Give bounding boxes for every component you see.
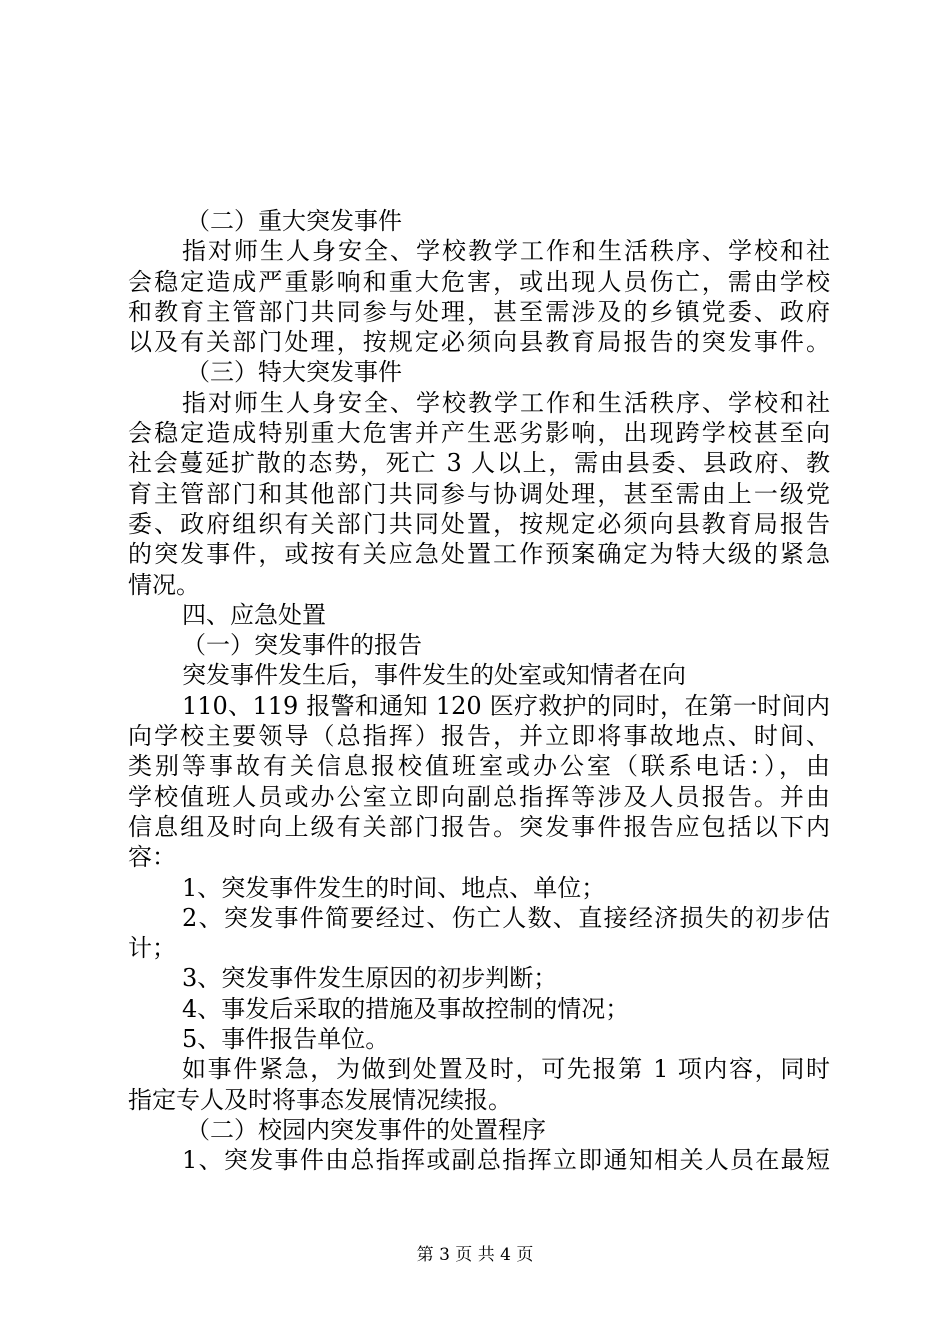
text-line: 信息组及时向上级有关部门报告。突发事件报告应包括以下内 xyxy=(128,812,830,841)
text-line: 2、突发事件简要经过、伤亡人数、直接经济损失的初步估 xyxy=(182,903,830,932)
text-line: （二）校园内突发事件的处置程序 xyxy=(186,1115,546,1144)
text-line: 育主管部门和其他部门共同参与协调处理，甚至需由上一级党 xyxy=(128,479,830,508)
text-line: 类别等事故有关信息报校值班室或办公室（联系电话：），由 xyxy=(128,752,830,781)
text-line: 容： xyxy=(128,843,176,872)
text-line: 会稳定造成严重影响和重大危害，或出现人员伤亡，需由学校 xyxy=(128,267,830,296)
text-line: 和教育主管部门共同参与处理，甚至需涉及的乡镇党委、政府 xyxy=(128,297,830,326)
text-line: 的突发事件，或按有关应急处置工作预案确定为特大级的紧急 xyxy=(128,540,830,569)
text-line: 如事件紧急，为做到处置及时，可先报第 1 项内容，同时 xyxy=(182,1055,830,1084)
text-line: 1、突发事件由总指挥或副总指挥立即通知相关人员在最短 xyxy=(182,1146,830,1175)
text-line: 3、突发事件发生原因的初步判断； xyxy=(182,964,558,993)
text-line: 情况。 xyxy=(128,570,200,599)
text-line: 向学校主要领导（总指挥）报告，并立即将事故地点、时间、 xyxy=(128,722,830,751)
text-line: 1、突发事件发生的时间、地点、单位； xyxy=(182,873,606,902)
text-line: 指定专人及时将事态发展情况续报。 xyxy=(128,1085,512,1114)
text-line: 突发事件发生后，事件发生的处室或知情者在向 xyxy=(182,661,686,690)
text-line: 学校值班人员或办公室立即向副总指挥等涉及人员报告。并由 xyxy=(128,782,830,811)
text-line: 委、政府组织有关部门共同处置，按规定必须向县教育局报告 xyxy=(128,509,830,538)
text-line: 5、事件报告单位。 xyxy=(182,1025,390,1054)
text-line: （二）重大突发事件 xyxy=(186,207,402,235)
text-line: 社会蔓延扩散的态势，死亡 3 人以上，需由县委、县政府、教 xyxy=(128,449,830,478)
text-line: 四、应急处置 xyxy=(182,600,326,629)
document-body xyxy=(128,206,830,1176)
text-line: 110、119 报警和通知 120 医疗救护的同时，在第一时间内 xyxy=(182,691,830,720)
text-line: 4、事发后采取的措施及事故控制的情况； xyxy=(182,994,630,1023)
text-line: 会稳定造成特别重大危害并产生恶劣影响，出现跨学校甚至向 xyxy=(128,419,830,448)
text-line: （三）特大突发事件 xyxy=(186,358,402,387)
text-line: （一）突发事件的报告 xyxy=(182,631,422,660)
text-line: 以及有关部门处理，按规定必须向县教育局报告的突发事件。 xyxy=(128,328,830,357)
text-line: 计； xyxy=(128,934,176,963)
text-line: 指对师生人身安全、学校教学工作和生活秩序、学校和社 xyxy=(182,237,830,266)
page-footer: 第 3 页 共 4 页 xyxy=(416,1245,534,1265)
text-line: 指对师生人身安全、学校教学工作和生活秩序、学校和社 xyxy=(182,388,830,417)
